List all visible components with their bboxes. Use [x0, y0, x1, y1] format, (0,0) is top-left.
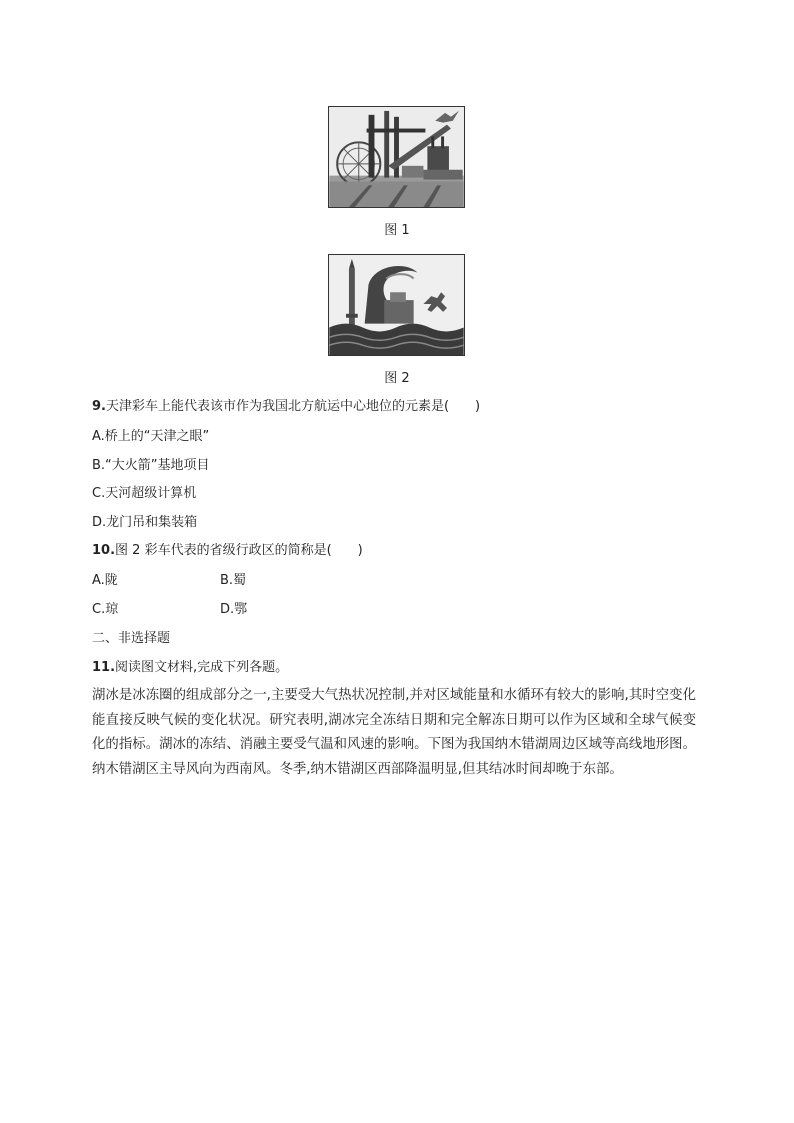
question-9-option-d: D.龙门吊和集装箱: [92, 515, 198, 530]
question-11-material: 湖冰是冰冻圈的组成部分之一,主要受大气热状况控制,并对区域能量和水循环有较大的影响,其时空变化能直接反映气候的变化状况。研究表明,湖冰完全冻结日期和完全解冻日期可以作为区域和全球气候变化的指标。湖冰的冻结、消融主要受气温和风速的影响。下图为我国纳木错湖周边区域等高线地形图。纳木错湖区主导风向为西南风。冬季,纳木错湖区西部降温明显,但其结冰时间却晚于东部。: [92, 688, 696, 777]
question-9-option-b: B.“大火箭”基地项目: [92, 458, 210, 473]
question-10-number: 10.: [92, 543, 116, 558]
question-11: [92, 659, 288, 677]
question-9-number: 9.: [92, 399, 106, 414]
question-11-number: 11.: [92, 660, 116, 675]
question-10-option-c: C.琼: [92, 602, 119, 617]
question-10-option-b: B.蜀: [220, 573, 247, 588]
question-11-stem: 阅读图文材料,完成下列各题。: [115, 660, 289, 675]
question-9-option-a: A.桥上的“天津之眼”: [92, 429, 210, 444]
figure-2-caption: 图 2: [384, 371, 410, 386]
figure-1-caption: 图 1: [384, 223, 410, 238]
figure-1-image: [328, 106, 465, 208]
section-2-title: 二、非选择题: [92, 631, 171, 646]
gansu-float-picture: [329, 255, 464, 355]
question-10: [92, 542, 363, 560]
figure-2-image: [328, 254, 465, 356]
question-10-option-a: A.陇: [92, 573, 118, 588]
question-9-option-c: C.天河超级计算机: [92, 486, 197, 501]
tianjin-float-picture: [329, 107, 464, 207]
question-9: [92, 398, 480, 416]
question-10-stem: 图 2 彩车代表的省级行政区的简称是( ): [115, 543, 363, 558]
question-9-stem: 天津彩车上能代表该市作为我国北方航运中心地位的元素是( ): [105, 399, 481, 414]
question-10-option-d: D.鄂: [220, 602, 248, 617]
